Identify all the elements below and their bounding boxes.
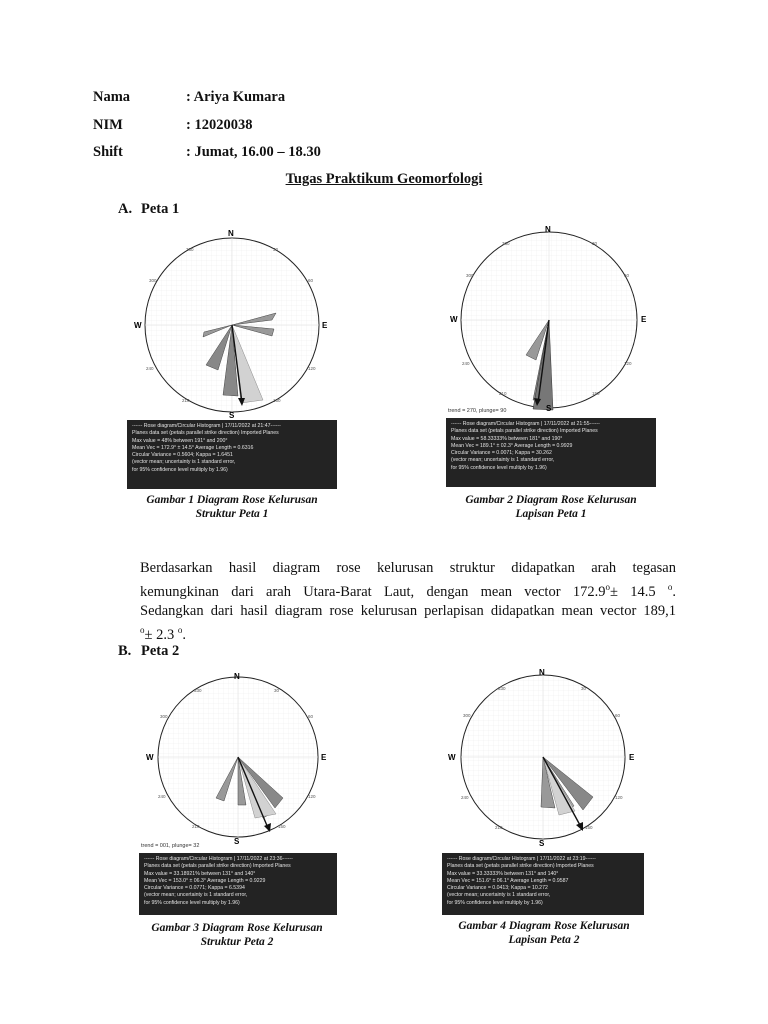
stats-panel-4 bbox=[442, 853, 644, 915]
figure-3-caption bbox=[122, 921, 352, 949]
paragraph-line-1: Berdasarkan hasil diagram rose kelurusan struktur didapatkan arah tegasan bbox=[140, 560, 676, 576]
north-label: N bbox=[234, 672, 240, 681]
nim-label: NIM bbox=[93, 117, 123, 133]
panel-line: ------ Rose diagram/Circular Histogram | 17/11/2022 at 21:47------ bbox=[132, 423, 281, 429]
east-label: E bbox=[322, 321, 328, 330]
panel-line: Mean Vec = 151.6° ± 06.1° Average Length = 0.9587 bbox=[447, 877, 569, 884]
figure-4-caption bbox=[429, 919, 659, 947]
panel-line: (vector mean; uncertainty is 1 standard error, bbox=[447, 892, 551, 899]
shift-label: Shift bbox=[93, 144, 123, 160]
section-b-title: Peta 2 bbox=[141, 643, 180, 659]
degree-label: 240 bbox=[462, 361, 470, 366]
analysis-paragraph bbox=[140, 559, 676, 645]
degree-label: 210 bbox=[499, 391, 507, 396]
section-b-label: B. bbox=[118, 643, 132, 659]
degree-label: 30 bbox=[273, 247, 279, 252]
caption-line: Gambar 4 Diagram Rose Kelurusan bbox=[458, 920, 630, 932]
panel-line: ------ Rose diagram/Circular Histogram | 17/11/2022 at 21:55------ bbox=[451, 421, 600, 427]
rose-plot-4 bbox=[443, 665, 643, 848]
rose-diagram-1 bbox=[126, 225, 336, 418]
name-value: : Ariya Kumara bbox=[186, 89, 286, 105]
degree-label: 150 bbox=[592, 391, 600, 396]
panel-line: Max value = 33.33333% between 131° and 140° bbox=[447, 870, 559, 877]
panel-line: for 95% confidence level multiply by 1.96) bbox=[144, 899, 240, 906]
panel-line: (vector mean; uncertainty is 1 standard error, bbox=[132, 459, 236, 466]
degree-label: 240 bbox=[158, 794, 166, 799]
panel-line: Mean Vec = 153.0° ± 06.3° Average Length = 0.9229 bbox=[144, 877, 266, 884]
caption-line: Lapisan Peta 1 bbox=[515, 508, 587, 520]
panel-line: ------ Rose diagram/Circular Histogram | 17/11/2022 at 23:36------ bbox=[144, 856, 293, 862]
north-label: N bbox=[228, 229, 234, 238]
north-label: N bbox=[539, 668, 545, 677]
degree-label: 30 bbox=[274, 688, 280, 693]
caption-line: Lapisan Peta 2 bbox=[508, 934, 580, 946]
degree-label: 60 bbox=[308, 714, 314, 719]
panel-line: for 95% confidence level multiply by 1.96) bbox=[132, 466, 228, 473]
degree-label: 300 bbox=[160, 714, 168, 719]
degree-label: 210 bbox=[495, 825, 503, 830]
figure-2-caption bbox=[436, 493, 666, 521]
text-span: kemungkinan dari arah Utara-Barat Laut, dengan mean vector 172.9 bbox=[140, 583, 606, 600]
degree-label: 300 bbox=[466, 273, 474, 278]
rose-plot-2 bbox=[446, 225, 656, 418]
west-label: W bbox=[448, 753, 456, 762]
panel-line: ------ Rose diagram/Circular Histogram | 17/11/2022 at 23:19------ bbox=[447, 856, 596, 862]
trend-readout-3: trend = 001, plunge= 32 bbox=[141, 843, 200, 849]
degree-label: 330 bbox=[498, 686, 506, 691]
nim-value: : 12020038 bbox=[186, 117, 253, 133]
west-label: W bbox=[450, 315, 458, 324]
degree-label: 240 bbox=[461, 795, 469, 800]
panel-line: Planes data set (petals parallel strike direction) Imported Planes bbox=[451, 428, 598, 435]
text-span: o bbox=[667, 582, 673, 592]
panel-line: Planes data set (petals parallel strike direction) Imported Planes bbox=[447, 863, 594, 870]
west-label: W bbox=[146, 753, 154, 762]
stats-panel-3 bbox=[139, 853, 337, 915]
caption-line: Gambar 3 Diagram Rose Kelurusan bbox=[151, 922, 323, 934]
degree-label: 330 bbox=[502, 241, 510, 246]
panel-line: Max value = 33.18921% between 131° and 140° bbox=[144, 870, 256, 877]
name-label: Nama bbox=[93, 89, 131, 105]
degree-label: 120 bbox=[308, 794, 316, 799]
degree-label: 30 bbox=[592, 241, 598, 246]
degree-label: 240 bbox=[146, 366, 154, 371]
paragraph-line-4 bbox=[140, 621, 676, 645]
east-label: E bbox=[629, 753, 635, 762]
figure-1-caption bbox=[117, 493, 347, 521]
caption-line: Struktur Peta 1 bbox=[195, 508, 269, 520]
degree-label: 60 bbox=[624, 273, 630, 278]
degree-label: 150 bbox=[278, 824, 286, 829]
panel-line: Circular Variance = 0.5604; Kappa = 1.6451 bbox=[132, 452, 233, 459]
panel-line: Max value = 58.33333% between 181° and 190° bbox=[451, 435, 563, 442]
text-span: . bbox=[182, 626, 186, 643]
east-label: E bbox=[321, 753, 327, 762]
south-label: S bbox=[234, 837, 240, 846]
panel-line: Mean Vec = 189.1° ± 02.3° Average Length = 0.9929 bbox=[451, 442, 573, 449]
rose-diagram-4 bbox=[443, 665, 643, 848]
degree-label: 300 bbox=[149, 278, 157, 283]
panel-line: for 95% confidence level multiply by 1.96) bbox=[447, 899, 543, 906]
panel-line: (vector mean; uncertainty is 1 standard error, bbox=[144, 892, 248, 899]
section-a-title: Peta 1 bbox=[141, 201, 180, 217]
panel-line: Mean Vec = 172.9° ± 14.5° Average Length = 0.6316 bbox=[132, 444, 254, 451]
document-title: Tugas Praktikum Geomorfologi bbox=[285, 171, 483, 187]
stats-panel-2 bbox=[446, 418, 656, 487]
north-label: N bbox=[545, 225, 551, 234]
panel-line: Circular Variance = 0.0071; Kappa = 30.262 bbox=[451, 450, 552, 457]
degree-label: 330 bbox=[186, 247, 194, 252]
south-label: S bbox=[229, 411, 235, 420]
degree-label: 60 bbox=[308, 278, 314, 283]
west-label: W bbox=[134, 321, 142, 330]
panel-line: Circular Variance = 0.0771; Kappa = 6.5394 bbox=[144, 885, 245, 892]
degree-label: 120 bbox=[615, 795, 623, 800]
text-span: o bbox=[177, 624, 183, 635]
text-span: o bbox=[140, 624, 145, 635]
section-a-label: A. bbox=[118, 201, 133, 217]
text-span: o bbox=[605, 582, 610, 592]
paragraph-line-3: Sedangkan dari hasil diagram rose kelurusan perlapisan didapatkan mean vector 189,1 bbox=[140, 602, 676, 619]
degree-label: 150 bbox=[273, 398, 281, 403]
caption-line: Struktur Peta 2 bbox=[200, 936, 274, 948]
degree-label: 300 bbox=[463, 713, 471, 718]
rose-diagram-2 bbox=[446, 225, 656, 418]
south-label: S bbox=[546, 404, 552, 413]
rose-plot-1 bbox=[126, 225, 336, 418]
stats-panel-1 bbox=[127, 420, 337, 489]
panel-line: Planes data set (petals parallel strike direction) Imported Planes bbox=[132, 430, 279, 437]
east-label: E bbox=[641, 315, 647, 324]
caption-line: Gambar 1 Diagram Rose Kelurusan bbox=[146, 494, 318, 506]
degree-label: 330 bbox=[194, 688, 202, 693]
degree-label: 210 bbox=[182, 398, 190, 403]
degree-label: 120 bbox=[624, 361, 632, 366]
panel-line: Max value = 48% between 191° and 200° bbox=[132, 437, 228, 444]
panel-line: Planes data set (petals parallel strike direction) Imported Planes bbox=[144, 863, 291, 870]
degree-label: 210 bbox=[192, 824, 200, 829]
trend-readout-2: trend = 270, plunge= 90 bbox=[448, 408, 507, 414]
shift-value: : Jumat, 16.00 – 18.30 bbox=[186, 144, 321, 160]
south-label: S bbox=[539, 839, 545, 848]
caption-line: Gambar 2 Diagram Rose Kelurusan bbox=[465, 494, 637, 506]
panel-line: (vector mean; uncertainty is 1 standard error, bbox=[451, 457, 555, 464]
degree-label: 30 bbox=[581, 686, 587, 691]
text-span: ± 2.3 bbox=[144, 626, 178, 643]
text-span: . bbox=[672, 583, 676, 600]
degree-label: 150 bbox=[585, 825, 593, 830]
paragraph-line-2 bbox=[140, 578, 676, 602]
degree-label: 60 bbox=[615, 713, 621, 718]
degree-label: 120 bbox=[308, 366, 316, 371]
panel-line: Circular Variance = 0.0413; Kappa = 10.272 bbox=[447, 885, 548, 892]
panel-line: for 95% confidence level multiply by 1.96) bbox=[451, 464, 547, 471]
text-span: ± 14.5 bbox=[609, 583, 668, 600]
